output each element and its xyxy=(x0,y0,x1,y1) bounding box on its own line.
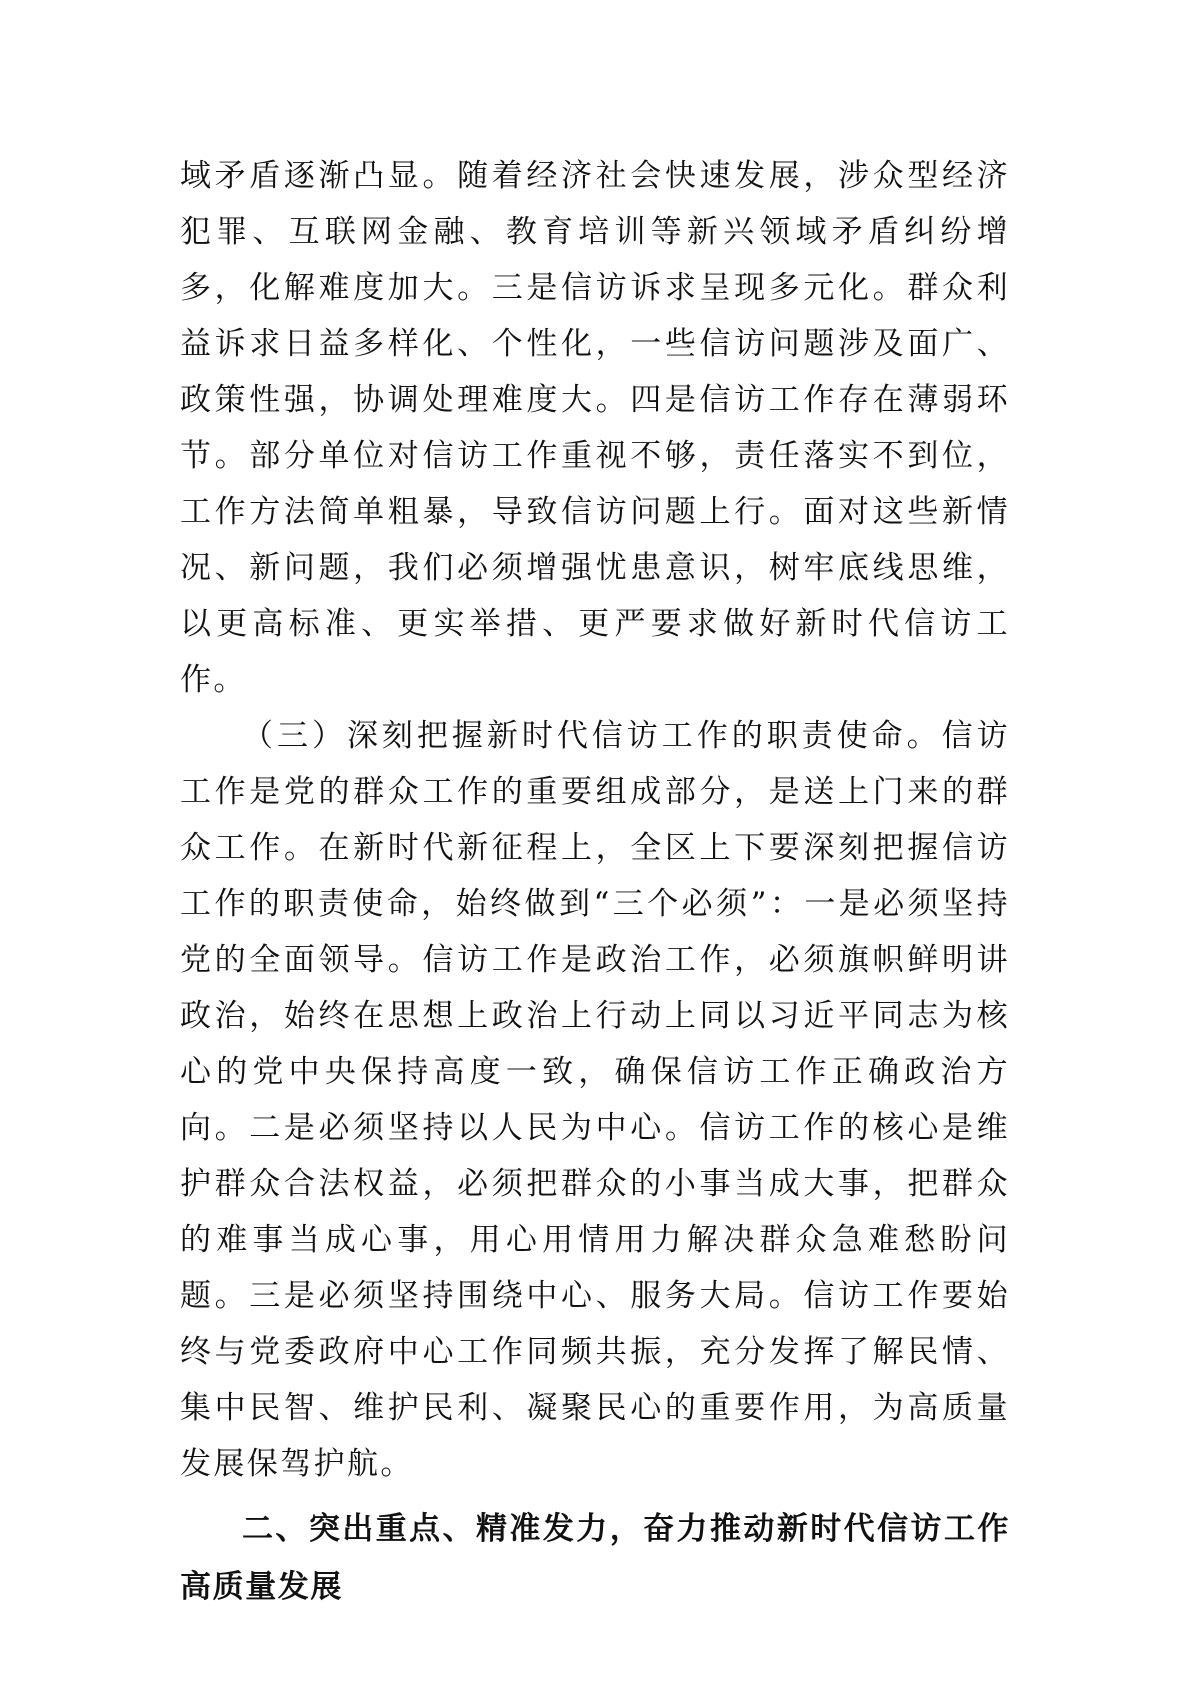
section-heading-two: 二、突出重点、精准发力，奋力推动新时代信访工作高质量发展 xyxy=(180,1511,1010,1605)
document-page xyxy=(180,148,1010,1616)
body-paragraph-continued: 域矛盾逐渐凸显。随着经济社会快速发展，涉众型经济犯罪、互联网金融、教育培训等新兴领域矛盾纠纷增多，化解难度加大。三是信访诉求呈现多元化。群众利益诉求日益多样化、个性化，一些信访问题涉及面广、政策性强，协调处理难度大。四是信访工作存在薄弱环节。部分单位对信访工作重视不够，责任落实不到位，工作方法简单粗暴，导致信访问题上行。面对这些新情况、新问题，我们必须增强忧患意识，树牢底线思维，以更高标准、更实举措、更严要求做好新时代信访工作。 xyxy=(180,158,1010,698)
body-paragraph-section-three: （三）深刻把握新时代信访工作的职责使命。信访工作是党的群众工作的重要组成部分，是送上门来的群众工作。在新时代新征程上，全区上下要深刻把握信访工作的职责使命，始终做到“三个必须”：一是必须坚持党的全面领导。信访工作是政治工作，必须旗帜鲜明讲政治，始终在思想上政治上行动上同以习近平同志为核心的党中央保持高度一致，确保信访工作正确政治方向。二是必须坚持以人民为中心。信访工作的核心是维护群众合法权益，必须把群众的小事当成大事，把群众的难事当成心事，用心用情用力解决群众急难愁盼问题。三是必须坚持围绕中心、服务大局。信访工作要始终与党委政府中心工作同频共振，充分发挥了解民情、集中民智、维护民利、凝聚民心的重要作用，为高质量发展保驾护航。 xyxy=(180,718,1010,1482)
